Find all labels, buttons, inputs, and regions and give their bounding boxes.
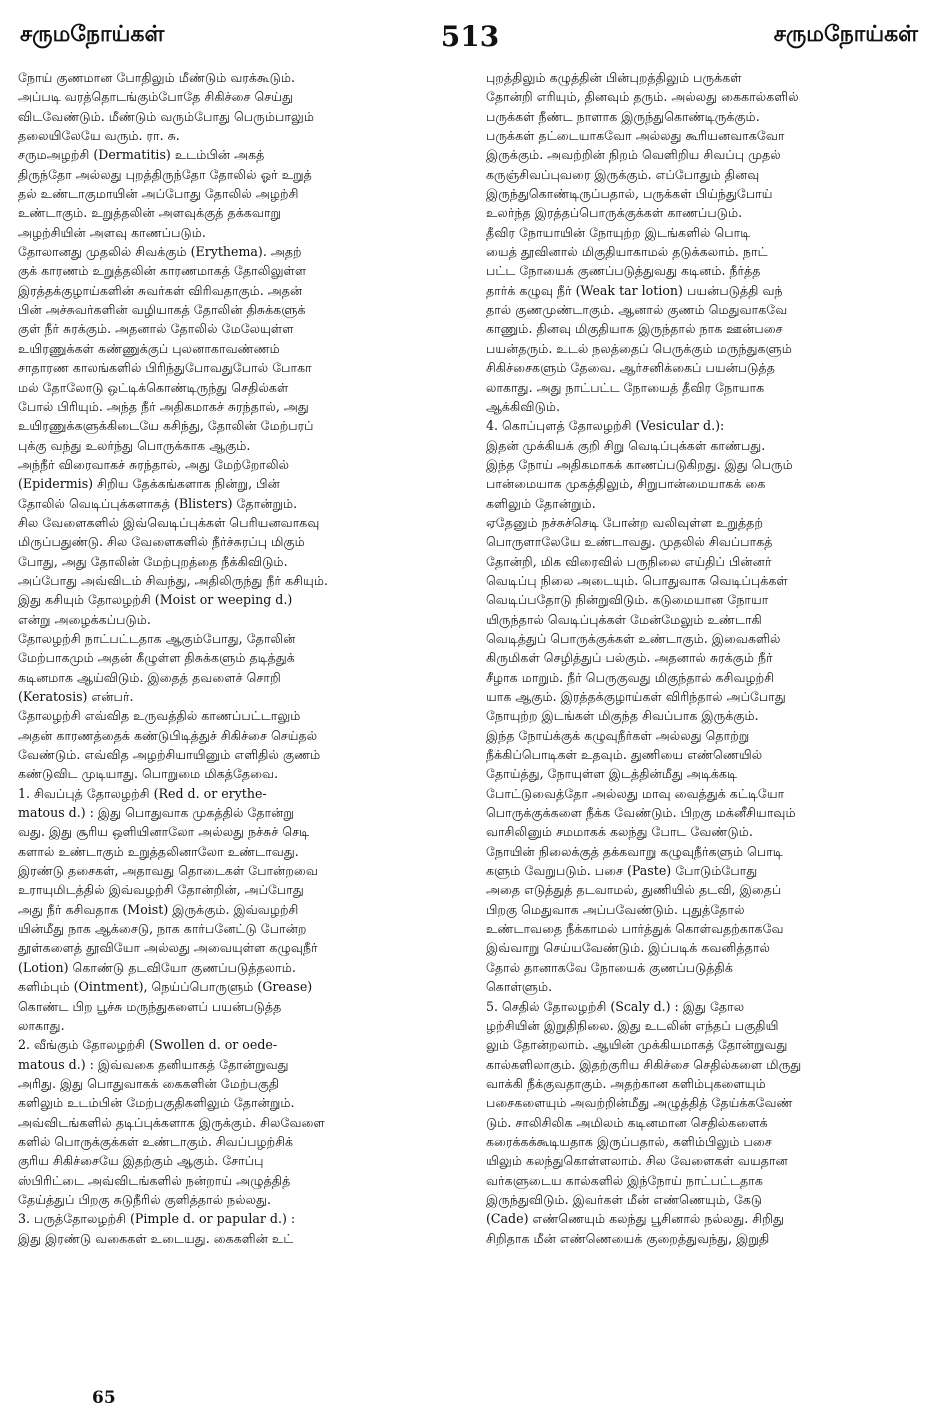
text-line: லாகாது. [18, 1017, 65, 1033]
text-line: இது இரண்டு வகைகள் உடையது. கைகளின் உட் [18, 1230, 294, 1246]
text-line: பான்மையாக முகத்திலும், சிறுபான்மையாகக் கை [486, 476, 766, 492]
text-line: தோய்த்து, நோயுள்ள இடத்தின்மீது அடிக்கடி [486, 766, 738, 782]
text-line: உயிரணுக்கள் கண்ணுக்குப் புலனாகாவண்ணம் [18, 340, 280, 356]
text-line: matous d.) : இது பொதுவாக முகத்தில் தோன்று [18, 805, 294, 821]
text-line: குக் காரணம் உறுத்தலின் காரணமாகத் தோலிலுள்ள [18, 263, 307, 279]
text-line: ஆக்கிவிடும். [486, 398, 561, 414]
text-line: யாக ஆகும். இரத்தக்குழாய்கள் விரிந்தால் அப்போது [486, 689, 786, 704]
text-line: காணும். தினவு மிகுதியாக இருந்தால் நாக ஊன்பசை [486, 321, 783, 337]
text-line: சிறிதாக மீன் எண்ணெயைக் குறைத்துவந்து, இறுதி [486, 1230, 770, 1246]
text-line: தோன்றி, மிக விரைவில் பருநிலை எய்திப் பின்னர் [486, 553, 772, 569]
text-line: கால்களிலாகும். இதற்குரிய சிகிச்சை செதில்களை மிருது [486, 1056, 802, 1072]
text-line: தீவிர நோயாயின் நோயுற்ற இடங்களில் பொடி [486, 224, 751, 240]
text-line: தால் குணமுண்டாகும். ஆனால் குணம் மெதுவாகவே [486, 302, 788, 318]
text-line: பசைகளையும் அவற்றின்மீது அழுத்தித் தேய்க்கவேண் [486, 1095, 793, 1111]
text-line: வெடிப்பு நிலை அடையும். பொதுவாக வெடிப்புக்கள் [486, 572, 788, 588]
text-line: வர்களுடைய கால்களில் இந்நோய் நாட்பட்டதாக [486, 1172, 763, 1188]
text-line: தோலழற்சி எவ்வித உருவத்தில் காணப்பட்டாலும் [18, 708, 301, 724]
text-line: அப்போது அவ்விடம் சிவந்து, அதிலிருந்து நீர் கசியும். [18, 572, 328, 588]
text-line: லாகாது. அது நாட்பட்ட நோயைத் தீவிர நோயாக [486, 379, 765, 395]
text-line: வேண்டும். எவ்வித அழற்சியாயினும் எளிதில் குணம் [18, 747, 321, 763]
text-line: குள் நீர் சுரக்கும். அதனால் தோலில் மேலேயுள்ள [18, 321, 294, 337]
text-line: போது, அது தோலின் மேற்புறத்தை நீக்கிவிடும். [18, 553, 288, 569]
text-line: நோயின் நிலைக்குத் தக்கவாறு கழுவுநீர்களும் பொடி [486, 843, 783, 859]
text-line: பின் அச்சுவர்களின் வழியாகத் தோலின் திசுக்களுக் [18, 302, 306, 318]
text-line: கொள்ளும். [486, 979, 553, 995]
text-line: அரிது. இது பொதுவாகக் கைகளின் மேற்பகுதி [18, 1075, 280, 1091]
text-line: கிருமிகள் செழித்துப் பல்கும். அதனால் சுரக்கும் நீர் [486, 650, 773, 666]
text-line: உலர்ந்த இரத்தப்பொருக்குக்கள் காணப்படும். [486, 205, 743, 221]
text-line: தூள்களைத் தூவியோ அல்லது அவையுள்ள கழுவுநீர் [18, 940, 318, 956]
text-line: மல் தோலோடு ஒட்டிக்கொண்டிருந்து செதில்கள் [18, 379, 289, 395]
text-line: ஸ்பிரிட்டை அவ்விடங்களில் நன்றாய் அழுத்தித் [18, 1172, 291, 1188]
text-line: (Lotion) கொண்டு தடவியோ குணப்படுத்தலாம். [18, 959, 296, 975]
text-line: நோயுற்ற இடங்கள் மிகுந்த சிவப்பாக இருக்கும். [486, 708, 759, 724]
running-header-left: சருமநோய்கள் [20, 22, 165, 47]
text-line: வாசிலினும் சமமாகக் கலந்து போட வேண்டும். [486, 824, 753, 840]
text-line: தோல் தானாகவே நோயைக் குணப்படுத்திக் [486, 959, 733, 975]
signature-mark: 65 [92, 1388, 116, 1408]
text-line: யின்மீது நாக ஆக்சைடு, நாக கார்பனேட்டு போன்ற [18, 921, 307, 937]
text-line: matous d.) : இவ்வகை தனியாகத் தோன்றுவது [18, 1056, 289, 1072]
text-line: கரைக்கக்கூடியதாக இருப்பதால், களிம்பிலும் பசை [486, 1133, 772, 1149]
page-number: 513 [440, 20, 500, 53]
text-line: பிறகு மெதுவாக அப்பவேண்டும். புதுத்தோல் [486, 901, 745, 917]
text-line: இதன் முக்கியக் குறி சிறு வெடிப்புக்கள் காண்பது. [486, 437, 766, 453]
text-line: இருந்துவிடும். இவர்கள் மீன் எண்ணெயும், கேடு [486, 1191, 763, 1207]
text-line: தோலழற்சி நாட்பட்டதாக ஆகும்போது, தோலின் [18, 630, 296, 646]
text-line: தோலானது முதலில் சிவக்கும் (Erythema). அதற் [18, 244, 302, 260]
text-line: புக்கு வந்து உலர்ந்து பொருக்காக ஆகும். [18, 437, 251, 453]
text-line: சாதாரண காலங்களில் பிரிந்துபோவதுபோல் போகா [18, 360, 312, 376]
text-line: வது. இது சூரிய ஒளியினாலோ அல்லது நச்சுச் செடி [18, 824, 310, 840]
text-line: களும் வேறுபடும். பசை (Paste) போடும்போது [486, 863, 758, 879]
text-column-right [486, 68, 926, 1388]
text-line: தல் உண்டாகுமாயின் அப்போது தோலில் அழற்சி [18, 186, 299, 202]
text-line: பொருளாலேயே உண்டாவது. முதலில் சிவப்பாகத் [486, 534, 773, 550]
text-line: களிலும் உடம்பின் மேற்பகுதிகளிலும் தோன்றும். [18, 1095, 295, 1111]
text-line: (Cade) எண்ணெயும் கலந்து பூசினால் நல்லது. சிறிது [486, 1211, 784, 1227]
text-line: இது கசியும் தோலழற்சி (Moist or weeping d.) [18, 592, 293, 608]
text-line: தேய்த்துப் பிறகு சுடுநீரில் குளித்தால் நல்லது. [18, 1191, 272, 1207]
text-line: களால் உண்டாகும் உறுத்தலினாலோ உண்டாவது. [18, 843, 299, 859]
text-line: பருக்கள் தட்டையாகவோ அல்லது கூரியனவாகவோ [486, 128, 785, 144]
text-line: திருந்தோ அல்லது புறத்திருந்தோ தோலில் ஓர் உறுத் [18, 166, 312, 182]
text-line: போட்டுவைத்தோ அல்லது மாவு வைத்துக் கட்டியோ [486, 785, 785, 801]
text-line: ழற்சியின் இறுதிநிலை. இது உடலின் எந்தப் பகுதியி [486, 1017, 779, 1033]
text-line: 2. வீங்கும் தோலழற்சி (Swollen d. or oede- [18, 1037, 278, 1053]
text-line: வெடிப்பதோடு நின்றுவிடும். கடுமையான நோயா [486, 592, 769, 608]
text-column-left [18, 68, 470, 1388]
text-line: உயிரணுக்களுக்கிடையே கசிந்து, தோலின் மேற்பரப் [18, 418, 314, 434]
text-line: நோய் குணமான போதிலும் மீண்டும் வரக்கூடும். [18, 70, 295, 85]
text-line: விடவேண்டும். மீண்டும் வரும்போது பெரும்பாலும் [18, 108, 315, 124]
text-line: தோலில் வெடிப்புக்களாகத் (Blisters) தோன்றும். [18, 495, 298, 511]
text-line: அப்படி வரத்தொடங்கும்போதே சிகிச்சை செய்து [18, 89, 294, 105]
text-line: அதை எடுத்துத் தடவாமல், துணியில் தடவி, இதைப் [486, 882, 782, 898]
text-line: டும். சாலிசிலிக அமிலம் கடினமான செதில்களைக் [486, 1114, 768, 1130]
text-line: அழற்சியின் அளவு காணப்படும். [18, 224, 206, 240]
text-line: இருக்கும். அவற்றின் நிறம் வெளிறிய சிவப்பு முதல் [486, 147, 781, 163]
text-line: (Epidermis) சிறிய தேக்கங்களாக நின்று, பின் [18, 476, 280, 492]
text-line: தார்க் கழுவு நீர் (Weak tar lotion) பயன்படுத்தி வந் [486, 282, 783, 298]
text-line: இரத்தக்குழாய்களின் சுவர்கள் விரிவதாகும். அதன் [18, 282, 303, 298]
text-line: இருந்துகொண்டிருப்பதால், பருக்கள் பிய்ந்துபோய் [486, 186, 773, 202]
text-line: பருக்கள் நீண்ட நாளாக இருந்துகொண்டிருக்கும். [486, 108, 760, 124]
text-line: புறத்திலும் கழுத்தின் பின்புறத்திலும் பருக்கள் [486, 70, 742, 85]
text-line: கருஞ்சிவப்புவரை இருக்கும். எப்போதும் தினவு [486, 166, 760, 182]
text-line: அதன் காரணத்தைக் கண்டுபிடித்துச் சிகிச்சை செய்தல் [18, 727, 318, 743]
text-line: கொண்ட பிற பூச்சு மருந்துகளைப் பயன்படுத்த [18, 998, 282, 1014]
text-line: யைத் தூவினால் மிகுதியாகாமல் தடுக்கலாம். நாட் [486, 244, 768, 260]
text-line: நீக்கிப்பொடிகள் உதவும். துணியை எண்ணெயில் [486, 747, 763, 763]
text-line: சருமஅழற்சி (Dermatitis) உடம்பின் அகத் [18, 147, 265, 163]
text-line: சிகிச்சைகளும் தேவை. ஆர்சனிக்கைப் பயன்படுத்த [486, 360, 775, 376]
text-line: சீழாக மாறும். நீர் பெருகுவது மிகுந்தால் கசிவழற்சி [486, 669, 775, 685]
text-line: தலையிலேயே வரும். ரா. சு. [18, 128, 180, 144]
text-line: மிருப்பதுண்டு. சில வேளைகளில் நீர்ச்சுரப்பு மிகும் [18, 534, 305, 550]
text-line: யிருந்தால் வெடிப்புக்கள் மேன்மேலும் உண்டாகி [486, 611, 762, 627]
text-line: மேற்பாகமும் அதன் கீழுள்ள திசுக்களும் தடித்துக் [18, 650, 295, 666]
text-line: 5. செதில் தோலழற்சி (Scaly d.) : இது தோல [486, 998, 745, 1014]
text-line: பொருக்குக்களை நீக்க வேண்டும். பிறகு மக்னீசியாவும் [486, 805, 796, 821]
text-line: என்று அழைக்கப்படும். [18, 611, 151, 627]
text-line: உண்டாவதை நீக்காமல் பார்த்துக் கொள்வதற்காகவே [486, 921, 784, 937]
text-line: களிம்பும் (Ointment), நெய்ப்பொருளும் (Grease) [18, 979, 313, 995]
text-line: 3. பருத்தோலழற்சி (Pimple d. or papular d.) : [18, 1211, 296, 1227]
text-line: அவ்விடங்களில் தடிப்புக்களாக இருக்கும். சிலவேளை [18, 1114, 325, 1130]
text-line: இந்த நோய்க்குக் கழுவுநீர்கள் அல்லது தொற்று [486, 727, 750, 743]
text-line: இவ்வாறு செய்யவேண்டும். இப்படிக் கவனித்தால் [486, 940, 770, 956]
text-line: பயன்தரும். உடல் நலத்தைப் பெருக்கும் மருந்துகளும் [486, 340, 792, 356]
text-line: 4. கொப்புளத் தோலழற்சி (Vesicular d.): [486, 418, 725, 434]
text-line: கடினமாக ஆய்விடும். இதைத் தவளைச் சொறி [18, 669, 281, 685]
text-line: தோன்றி எரியும், தினவும் தரும். அல்லது கைகால்களில் [486, 89, 799, 105]
text-line: பட்ட நோயைக் குணப்படுத்துவது கடினம். நீர்த்த [486, 263, 761, 279]
text-line: வாக்கி நீக்குவதாகும். அதற்கான களிம்புகளையும் [486, 1075, 766, 1091]
text-line: இரண்டு தசைகள், அதாவது தொடைகள் போன்றவை [18, 863, 318, 879]
text-line: கண்டுவிட முடியாது. பொறுமை மிகத்தேவை. [18, 766, 279, 782]
text-line: அந்நீர் விரைவாகச் சுரந்தால், அது மேற்றோலில் [18, 456, 290, 472]
text-line: சில வேளைகளில் இவ்வெடிப்புக்கள் பெரியனவாகவு [18, 514, 320, 530]
text-line: ஏதேனும் நச்சுச்செடி போன்ற வலிவுள்ள உறுத்தற் [486, 514, 764, 530]
running-header-right: சருமநோய்கள் [773, 22, 918, 47]
text-line: யிலும் கலந்துகொள்ளலாம். சில வேளைகள் வயதான [486, 1153, 788, 1169]
text-line: உராயுமிடத்தில் இவ்வழற்சி தோன்றின், அப்போது [18, 882, 304, 898]
text-line: குரிய சிகிச்சையே இதற்கும் ஆகும். சோப்பு [18, 1153, 264, 1169]
text-line: லும் தோன்றலாம். ஆயின் முக்கியமாகத் தோன்றுவது [486, 1037, 788, 1053]
text-line: போல் பிரியும். அந்த நீர் அதிகமாகச் சுரந்தால், அது [18, 398, 309, 414]
text-line: உண்டாகும். உறுத்தலின் அளவுக்குத் தக்கவாறு [18, 205, 281, 221]
text-line: களில் பொருக்குக்கள் உண்டாகும். சிவப்பழற்சிக் [18, 1133, 294, 1149]
text-line: (Keratosis) என்பர். [18, 689, 134, 704]
text-line: களிலும் தோன்றும். [486, 495, 596, 511]
text-line: அது நீர் கசிவதாக (Moist) இருக்கும். இவ்வழற்சி [18, 901, 299, 917]
text-line: 1. சிவப்புத் தோலழற்சி (Red d. or erythe- [18, 785, 267, 801]
text-line: வெடித்துப் பொருக்குக்கள் உண்டாகும். இவைகளில் [486, 630, 781, 646]
text-line: இந்த நோய் அதிகமாகக் காணப்படுகிறது. இது பெரும் [486, 456, 793, 472]
